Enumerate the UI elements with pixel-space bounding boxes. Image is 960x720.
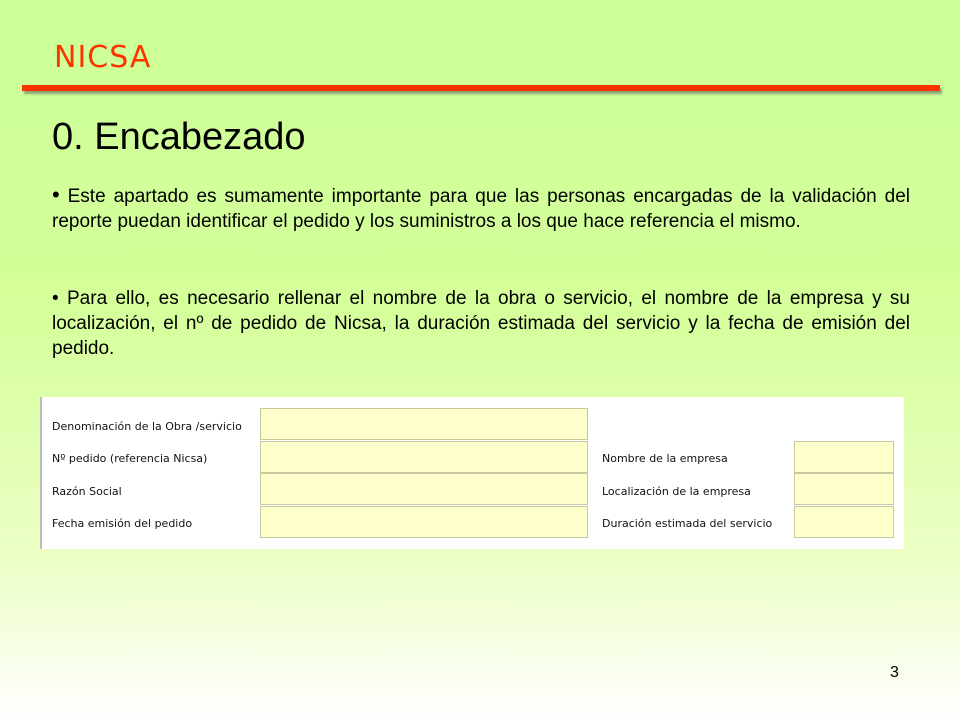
field-razon-social	[260, 473, 588, 505]
bullet-1: •	[52, 182, 60, 207]
field-obra-servicio	[260, 408, 588, 440]
header-rule	[22, 85, 940, 91]
paragraph-1-text: Este apartado es sumamente importante para que las personas encargadas de la validación del reporte puedan identificar el pedido y los suministros a los que hace referencia el mismo.	[52, 186, 910, 232]
label-pedido: Nº pedido (referencia Nicsa)	[52, 452, 208, 465]
page-title: 0. Encabezado	[52, 116, 306, 158]
paragraph-2	[52, 286, 910, 361]
bullet-2: •	[52, 288, 59, 309]
paragraph-1	[52, 182, 910, 234]
field-duracion-servicio	[794, 506, 894, 538]
field-localizacion-empresa	[794, 473, 894, 505]
field-fecha-emision	[260, 506, 588, 538]
label-nombre-empresa: Nombre de la empresa	[602, 452, 728, 465]
label-razon-social: Razón Social	[52, 485, 122, 498]
label-localizacion-empresa: Localización de la empresa	[602, 485, 751, 498]
page-number: 3	[890, 664, 899, 681]
label-obra-servicio: Denominación de la Obra /servicio	[52, 420, 242, 433]
field-nombre-empresa	[794, 441, 894, 473]
label-fecha-emision: Fecha emisión del pedido	[52, 517, 193, 530]
header-form-image	[40, 397, 904, 549]
brand-logo: NICSA	[54, 40, 152, 75]
paragraph-2-text: Para ello, es necesario rellenar el nombre de la obra o servicio, el nombre de la empresa y su localización, el nº de pedido de Nicsa, la duración estimada del servicio y la fecha de emisión del pedido.	[52, 288, 910, 359]
label-duracion-servicio: Duración estimada del servicio	[602, 517, 773, 530]
field-pedido	[260, 441, 588, 473]
